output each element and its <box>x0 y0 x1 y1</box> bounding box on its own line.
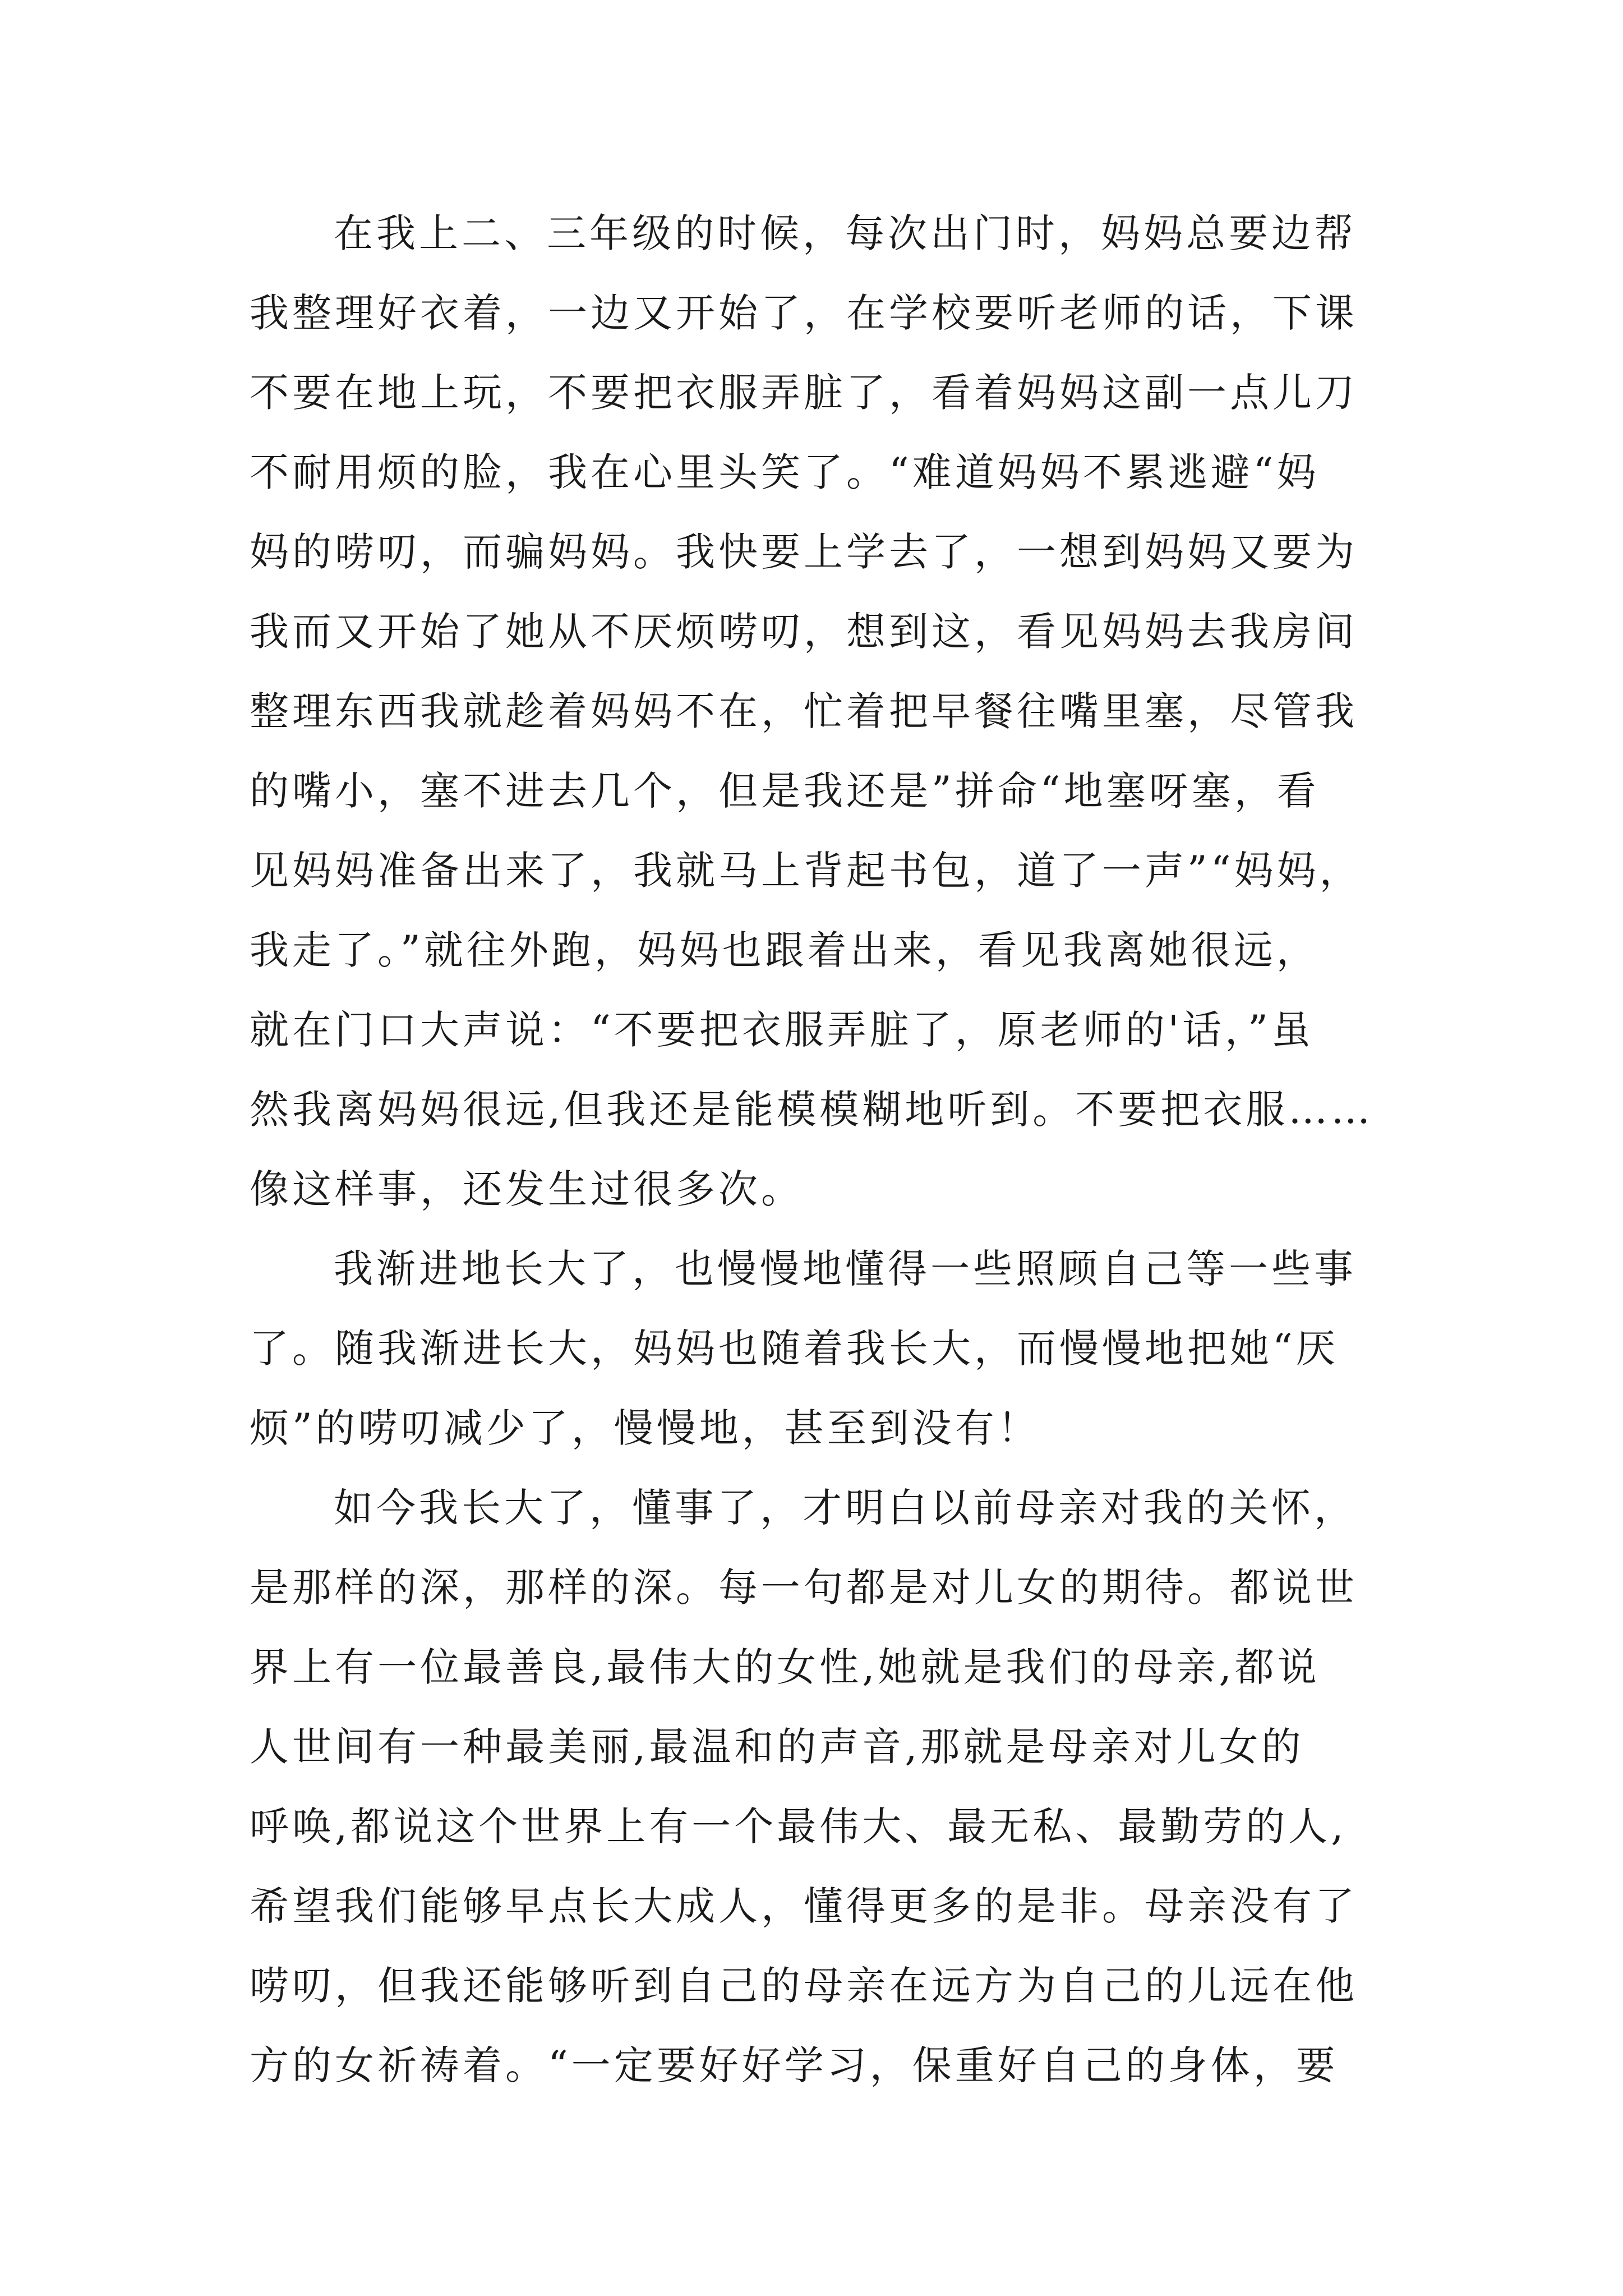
paragraph-2 <box>250 1229 1405 1468</box>
text-line: 是那样的深，那样的深。每一句都是对儿女的期待。都说世 <box>250 1565 1358 1611</box>
text-line: 我走了。”就往外跑，妈妈也跟着出来，看见我离她很远， <box>250 927 1319 973</box>
text-line: 我渐进地长大了，也慢慢地懂得一些照顾自己等一些事 <box>334 1246 1357 1292</box>
text-line: 不耐用烦的脸，我在心里头笑了。“难道妈妈不累逃避“妈 <box>250 449 1320 495</box>
text-line: 不要在地上玩，不要把衣服弄脏了，看着妈妈这副一点儿刀 <box>250 370 1358 416</box>
text-line: 方的女祈祷着。“一定要好好学习，保重好自己的身体，要 <box>250 2042 1339 2088</box>
text-line: 烦”的唠叨减少了，慢慢地，甚至到没有！ <box>250 1405 1040 1451</box>
text-line: 呼唤,都说这个世界上有一个最伟大、最无私、最勤劳的人, <box>250 1803 1347 1849</box>
text-line: 人世间有一种最美丽,最温和的声音,那就是母亲对儿女的 <box>250 1724 1304 1770</box>
text-line: 我整理好衣着，一边又开始了，在学校要听老师的话，下课 <box>250 290 1358 336</box>
text-line: 了。随我渐进长大，妈妈也随着我长大，而慢慢地把她“厌 <box>250 1326 1339 1372</box>
text-line: 见妈妈准备出来了，我就马上背起书包，道了一声”“妈妈， <box>250 848 1362 894</box>
text-line: 界上有一位最善良,最伟大的女性,她就是我们的母亲,都说 <box>250 1644 1320 1690</box>
text-line: 在我上二、三年级的时候，每次出门时，妈妈总要边帮 <box>334 210 1357 256</box>
text-line: 唠叨，但我还能够听到自己的母亲在远方为自己的儿远在他 <box>250 1963 1358 2009</box>
text-line: 希望我们能够早点长大成人，懂得更多的是非。母亲没有了 <box>250 1883 1358 1929</box>
text-line: 妈的唠叨，而骗妈妈。我快要上学去了，一想到妈妈又要为 <box>250 529 1358 575</box>
paragraph-3 <box>250 1468 1405 2105</box>
text-line: 如今我长大了，懂事了，才明白以前母亲对我的关怀， <box>334 1485 1357 1531</box>
text-line: 整理东西我就趁着妈妈不在，忙着把早餐往嘴里塞，尽管我 <box>250 688 1358 734</box>
text-line: 然我离妈妈很远,但我还是能模模糊地听到。不要把衣服…… <box>250 1087 1374 1133</box>
paragraph-1 <box>250 194 1405 1229</box>
body-text <box>250 194 1405 2105</box>
text-line: 像这样事，还发生过很多次。 <box>250 1166 804 1212</box>
text-line: 的嘴小，塞不进去几个，但是我还是”拼命“地塞呀塞，看 <box>250 768 1320 814</box>
text-line: 我而又开始了她从不厌烦唠叨，想到这，看见妈妈去我房间 <box>250 609 1358 655</box>
text-line: 就在门口大声说：“不要把衣服弄脏了，原老师的'话，”虽 <box>250 1007 1314 1053</box>
